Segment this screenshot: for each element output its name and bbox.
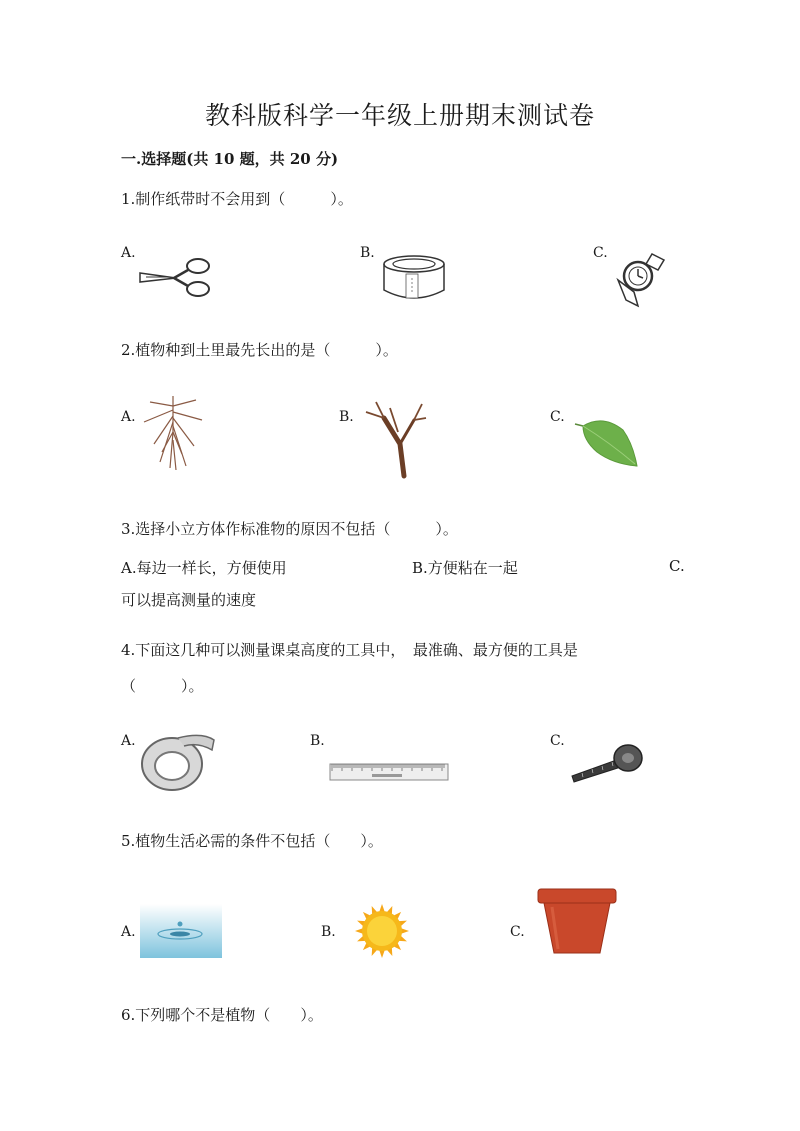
flower-pot-icon [536, 887, 618, 957]
q3-option-a[interactable] [121, 557, 287, 578]
sun-icon [354, 903, 410, 959]
q3-option-b[interactable] [412, 557, 518, 578]
question-2-stem: 2.植物种到土里最先长出的是（ ）。 [121, 341, 398, 359]
q4-option-c-label[interactable]: C. [550, 733, 565, 749]
q3-option-c-text[interactable]: 可以提高测量的速度 [121, 591, 257, 609]
q4-option-a-label[interactable]: A. [121, 733, 136, 749]
q2-option-c-label[interactable]: C. [550, 409, 565, 425]
q4-option-b-label[interactable]: B. [310, 733, 325, 749]
q3-option-b-text: 方便粘在一起 [427, 559, 518, 577]
q5-option-b-label[interactable]: B. [321, 924, 336, 940]
q3-option-a-label: A. [121, 559, 137, 577]
question-3-stem: 3.选择小立方体作标准物的原因不包括（ ）。 [121, 520, 458, 538]
question-6-stem: 6.下列哪个不是植物（ ）。 [121, 1006, 323, 1024]
q5-option-c-label[interactable]: C. [510, 924, 525, 940]
wristwatch-icon [612, 250, 668, 308]
q3-option-c-label[interactable]: C. [669, 557, 685, 575]
question-4-stem-line2: （ ）。 [121, 677, 204, 695]
roots-icon [140, 392, 206, 472]
question-4-stem-line1: 4.下面这几种可以测量课桌高度的工具中， 最准确、最方便的工具是 [121, 641, 578, 659]
q1-option-a-label[interactable]: A. [121, 245, 136, 261]
question-5-stem: 5.植物生活必需的条件不包括（ ）。 [121, 832, 383, 850]
q5-option-a-label[interactable]: A. [121, 924, 136, 940]
q2-option-b-label[interactable]: B. [339, 409, 354, 425]
section-heading: 一.选择题(共 10 题，共 20 分) [121, 150, 339, 168]
steel-tape-coil-icon [138, 728, 218, 794]
question-1-stem: 1.制作纸带时不会用到（ ）。 [121, 190, 353, 208]
page-title: 教科版科学一年级上册期末测试卷 [204, 101, 595, 130]
ruler-icon [330, 764, 450, 784]
q2-option-a-label[interactable]: A. [121, 409, 136, 425]
q3-option-a-text: 每边一样长，方便使用 [136, 559, 287, 577]
q1-option-c-label[interactable]: C. [593, 245, 608, 261]
q3-option-b-label: B. [412, 559, 428, 577]
water-drop-icon [140, 904, 222, 958]
scissors-icon [136, 256, 216, 298]
tape-roll-icon [382, 254, 446, 302]
q1-option-b-label[interactable]: B. [360, 245, 375, 261]
tape-measure-icon [570, 742, 646, 782]
branch-icon [360, 398, 430, 478]
leaf-icon [573, 416, 639, 468]
